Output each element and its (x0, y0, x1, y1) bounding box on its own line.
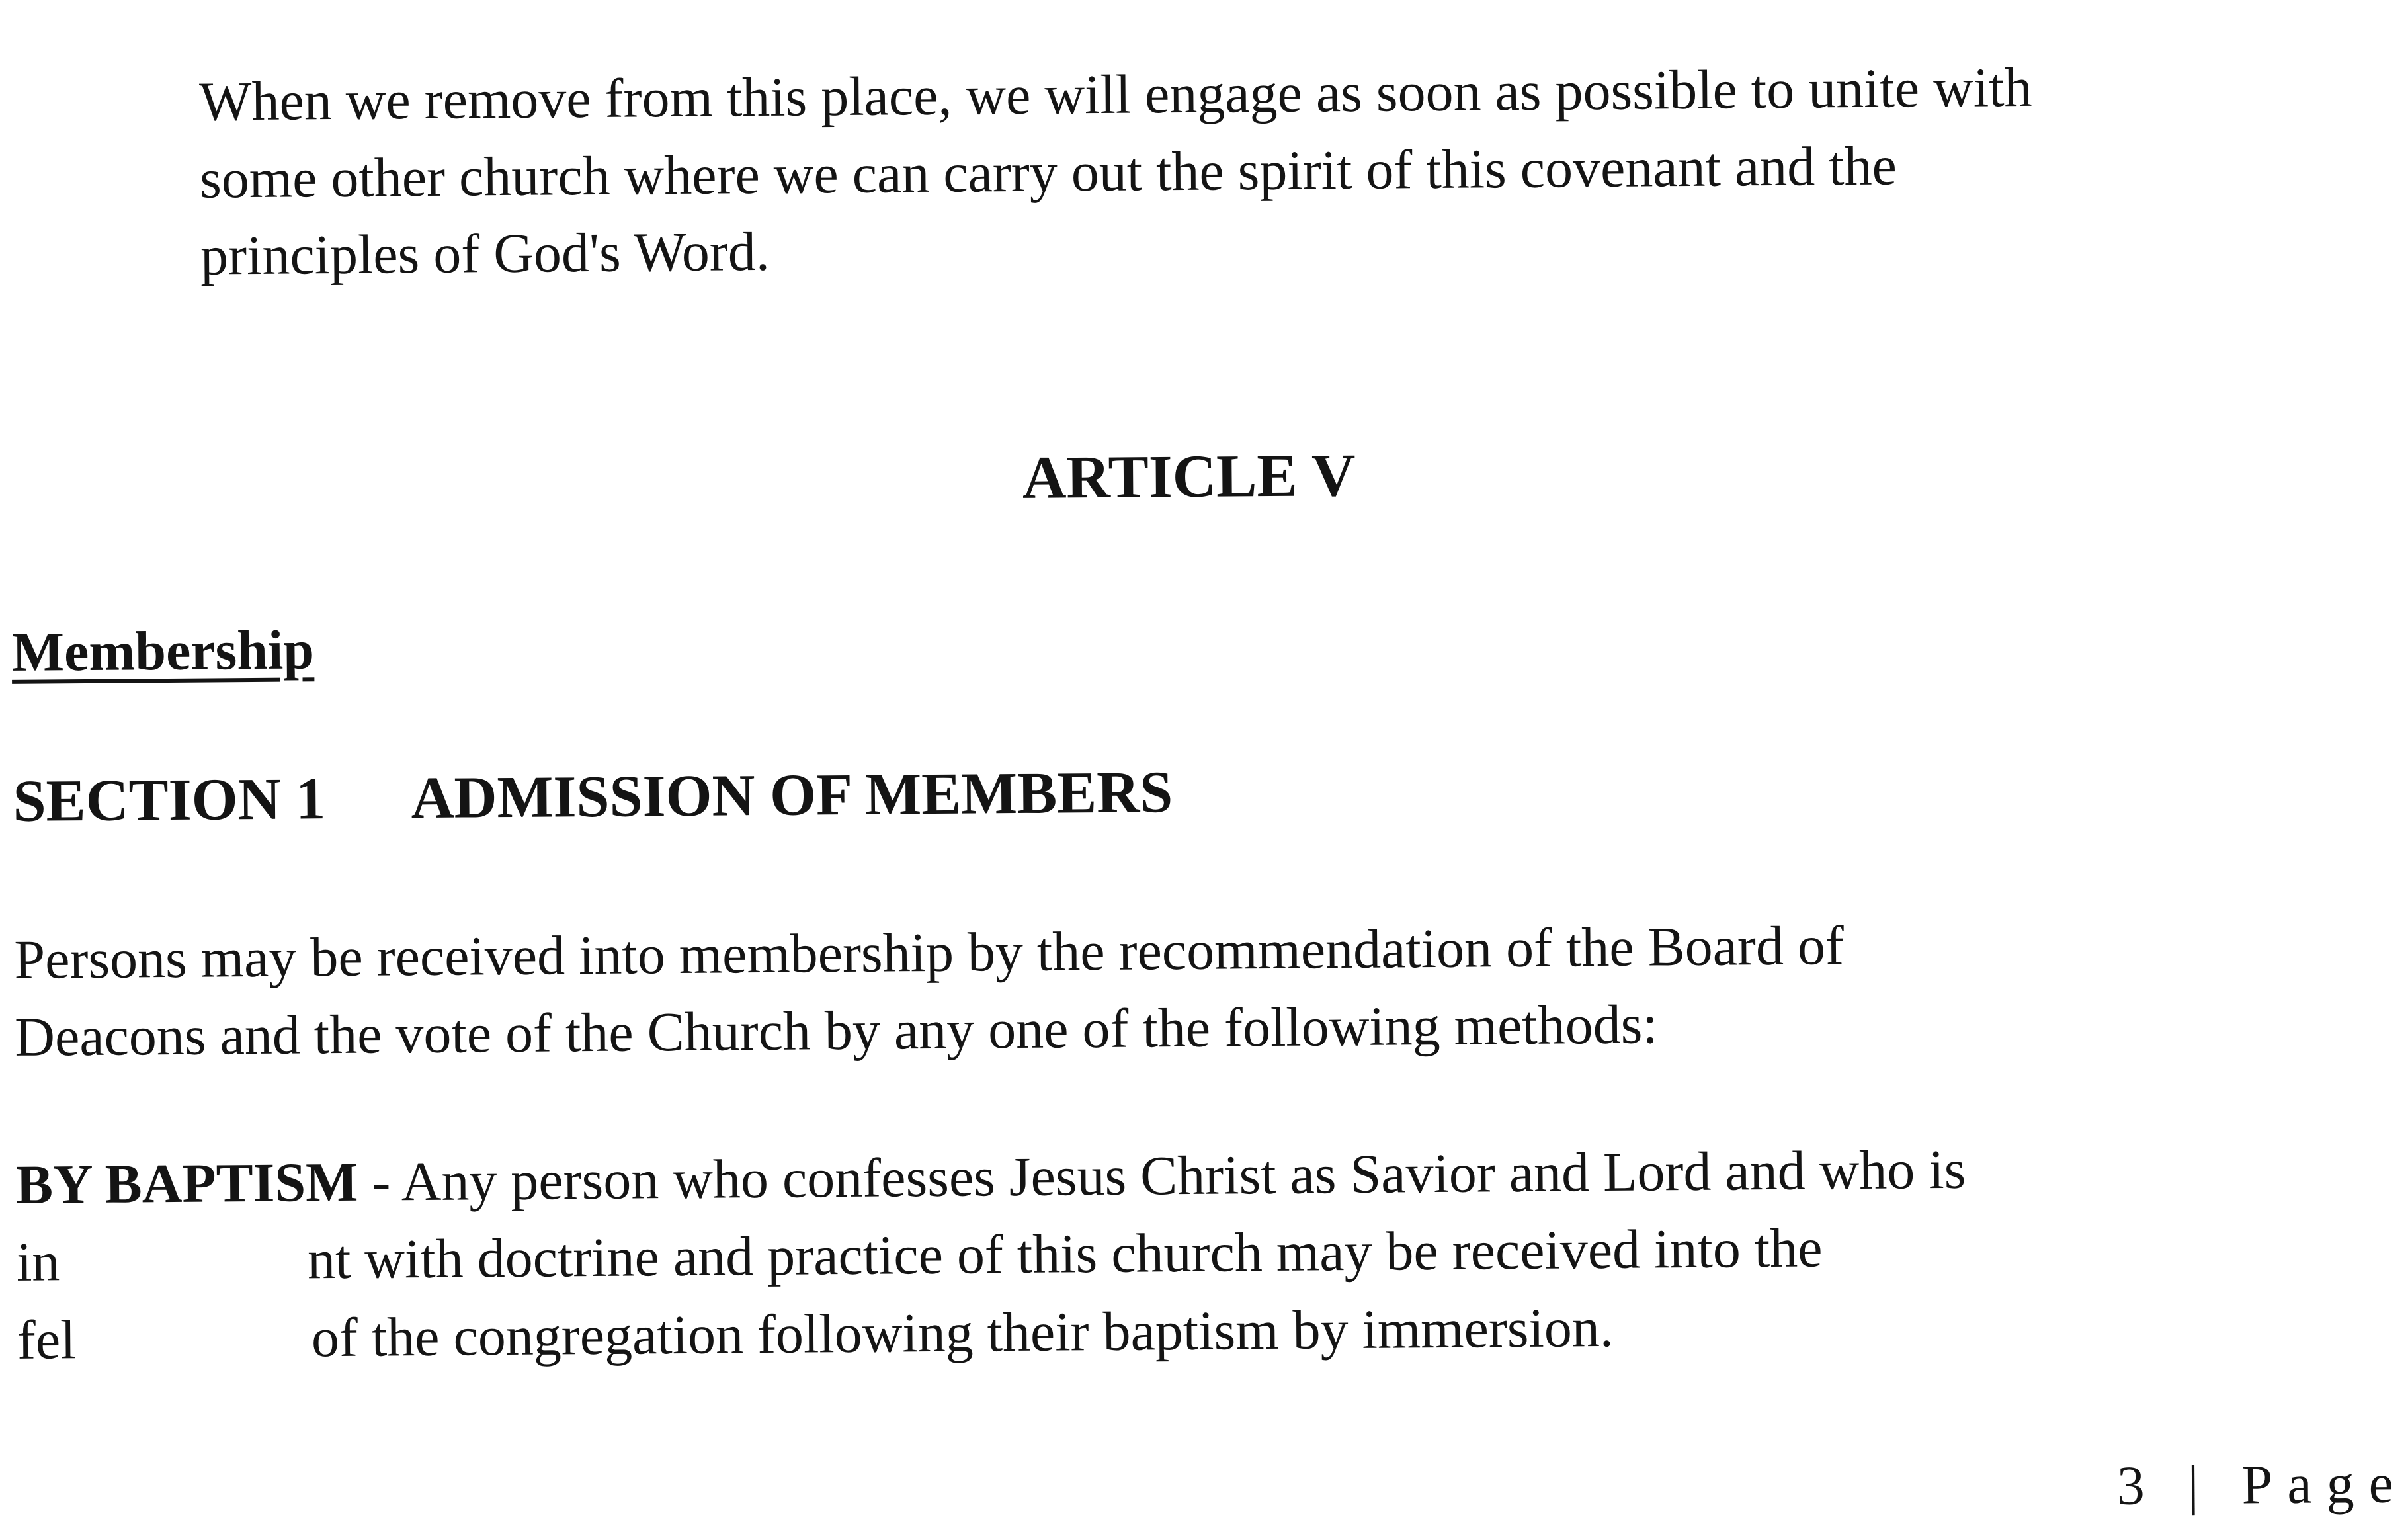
section-1-title: ADMISSION OF MEMBERS (411, 759, 1173, 831)
section-heading-membership: Membership (11, 619, 315, 683)
baptism-label: BY BAPTISM (15, 1151, 358, 1216)
baptism-line-3-fragment: fel (17, 1309, 76, 1371)
admission-line-2: Deacons and the vote of the Church by any one of the following methods: (14, 994, 1659, 1068)
intro-line-3: principles of God's Word. (200, 220, 770, 287)
baptism-line-1 (15, 1138, 1966, 1216)
admission-line-1: Persons may be received into membership by the recommendation of the Board of (14, 915, 1845, 991)
baptism-line-2-text: nt with doctrine and practice of this church may be received into the (307, 1217, 1823, 1291)
intro-line-2: some other church where we can carry out the spirit of this covenant and the (199, 135, 1897, 210)
article-title: ARTICLE V (1022, 441, 1356, 511)
baptism-line-3-text: of the congregation following their baptism by immersion. (311, 1297, 1614, 1369)
intro-line-1: When we remove from this place, we will engage as soon as possible to unite with (198, 56, 2032, 133)
page-number: 3 | Page (2116, 1453, 2408, 1517)
section-1-number: SECTION 1 (13, 766, 326, 834)
baptism-line-2-fragment: in (16, 1231, 60, 1293)
baptism-line-1-text: - Any person who confesses Jesus Christ as Savior and Lord and who is (357, 1138, 1966, 1213)
